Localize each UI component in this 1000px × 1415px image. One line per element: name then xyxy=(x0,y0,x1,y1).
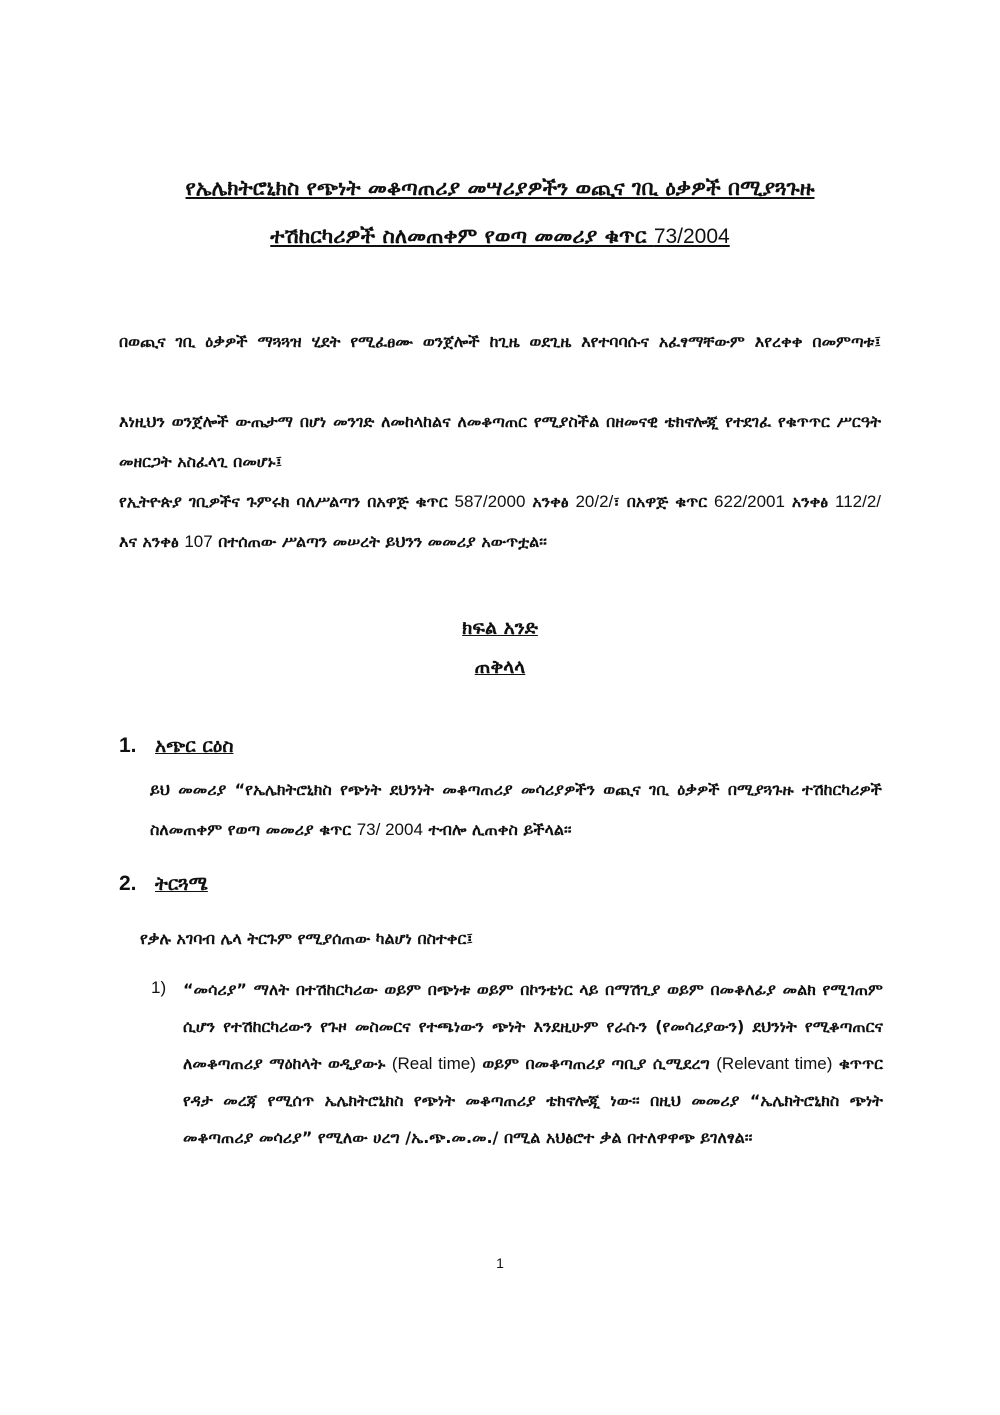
preamble-paragraph-1: በወጪና ገቢ ዕቃዎች ማጓጓዝ ሂደት የሚፈፀሙ ወንጀሎች ከጊዜ ወደጊዜ እየተባባሱና አፈፃማቸውም እየረቀቀ በመምጣቱ፤ xyxy=(119,332,881,351)
preamble-3-text-e: እና አንቀፅ xyxy=(119,532,185,551)
proclamation-number-1: 587/2000 xyxy=(454,492,526,511)
section-2-heading xyxy=(119,872,208,896)
page-number: 1 xyxy=(496,1255,504,1271)
section-1-number: 1. xyxy=(119,734,137,757)
section-2-intro: የቃሉ አገባብ ሌላ ትርጉም የሚያሰጠው ካልሆነ በስተቀር፤ xyxy=(140,929,473,948)
definition-1-text xyxy=(183,971,883,1156)
preamble-3-text-f: በተሰጠው ሥልጣን መሠረት ይህንን መመሪያ አውጥቷል፡፡ xyxy=(212,532,547,551)
preamble-paragraph-2: እነዚህን ወንጀሎች ውጤታማ በሆነ መንገድ ለመከላከልና ለመቆጣጠር የሚያስችል በዘመናዊ ቴክኖሎጂ የተደገፈ የቁጥጥር ሥርዓት መዘርጋት አስፈላጊ በመሆኑ፤ xyxy=(119,412,881,471)
section-1-title: አጭር ርዕስ xyxy=(155,735,234,757)
section-1-text-b: ተብሎ ሊጠቀስ ይችላል፡፡ xyxy=(422,820,572,839)
section-2-number: 2. xyxy=(119,872,137,895)
defined-term: “መሳሪያ” xyxy=(183,980,247,999)
article-number-3: 107 xyxy=(184,532,213,551)
article-number-1: 20/2/ xyxy=(575,492,614,511)
part-title: ጠቅላላ xyxy=(474,656,526,678)
document-title-line-2 xyxy=(100,224,900,249)
definition-1-text-c: ቁጥጥር የዳታ መረጃ የሚሰጥ ኤሌክትሮኒክስ የጭነት መቆጣጠሪያ ቴክኖሎጂ ነው፡፡ በዚህ መመሪያ “ኤሌክትሮኒክስ ጭነት መቆጣጠሪያ መሳሪያ” የሚለው ሀረግ /ኤ.ጭ.መ.መ./ በሚል አህፅሮተ ቃል በተለዋዋጭ ይገለፃል፡፡ xyxy=(183,1054,883,1147)
preamble-3-text-b: አንቀፅ xyxy=(525,492,576,511)
short-title-number: 73/ 2004 xyxy=(356,820,423,839)
section-1-heading xyxy=(119,734,233,758)
real-time-term: (Real time) xyxy=(391,1054,476,1073)
section-2-title: ትርጓሜ xyxy=(155,873,208,895)
definition-1-text-b: ወይም በመቆጣጠሪያ ጣቢያ ሲሚደረግ xyxy=(475,1054,717,1073)
proclamation-number-2: 622/2001 xyxy=(714,492,785,511)
preamble-3-text-a: የኢትዮጵያ ገቢዎችና ጉምሩክ ባለሥልጣን በአዋጅ ቁጥር xyxy=(119,492,455,511)
preamble-paragraph-3 xyxy=(119,482,881,562)
relevant-time-term: (Relevant time) xyxy=(716,1054,833,1073)
preamble-3-text-c: ፣ በአዋጅ ቁጥር xyxy=(613,492,715,511)
part-label: ክፍል አንድ xyxy=(462,617,538,639)
definition-1-text-a: ማለት በተሽከርካሪው ወይም በጭነቱ ወይም በኮንቴነር ላይ በማሽጊያ ወይም በመቆለፊያ መልክ የሚገጠም ሲሆን የተሽከርካሪውን የጉዞ መስመርና የተጫነውን ጭነት እንደዚሁም የራሱን (የመሳሪያውን) ደህንነት የሚቆጣጠርና ለመቆጣጠሪያ ማዕከላት ወዲያውኑ xyxy=(183,980,883,1073)
title-text: ተሽከርካሪዎች ስለመጠቀም የወጣ መመሪያ ቁጥር xyxy=(270,224,654,248)
directive-number: 73/2004 xyxy=(653,225,730,248)
section-1-text-a: ይህ መመሪያ “የኤሌክትሮኒክስ የጭነት ደህንነት መቆጣጠሪያ መሳሪያዎችን ወጪና ገቢ ዕቃዎች በሚያጓጉዙ ተሽከርካሪዎች ስለመጠቀም የወጣ መመሪያ ቁጥር xyxy=(150,780,882,839)
preamble-3-text-d: አንቀፅ xyxy=(784,492,835,511)
article-number-2: 112/2/ xyxy=(835,492,882,511)
document-title-line-1: የኤሌክትሮኒክስ የጭነት መቆጣጠሪያ መሣሪያዎችን ወጪና ገቢ ዕቃዎች በሚያጓጉዙ xyxy=(185,176,815,200)
section-1-text xyxy=(150,770,882,850)
definition-1-number: 1) xyxy=(151,978,167,997)
